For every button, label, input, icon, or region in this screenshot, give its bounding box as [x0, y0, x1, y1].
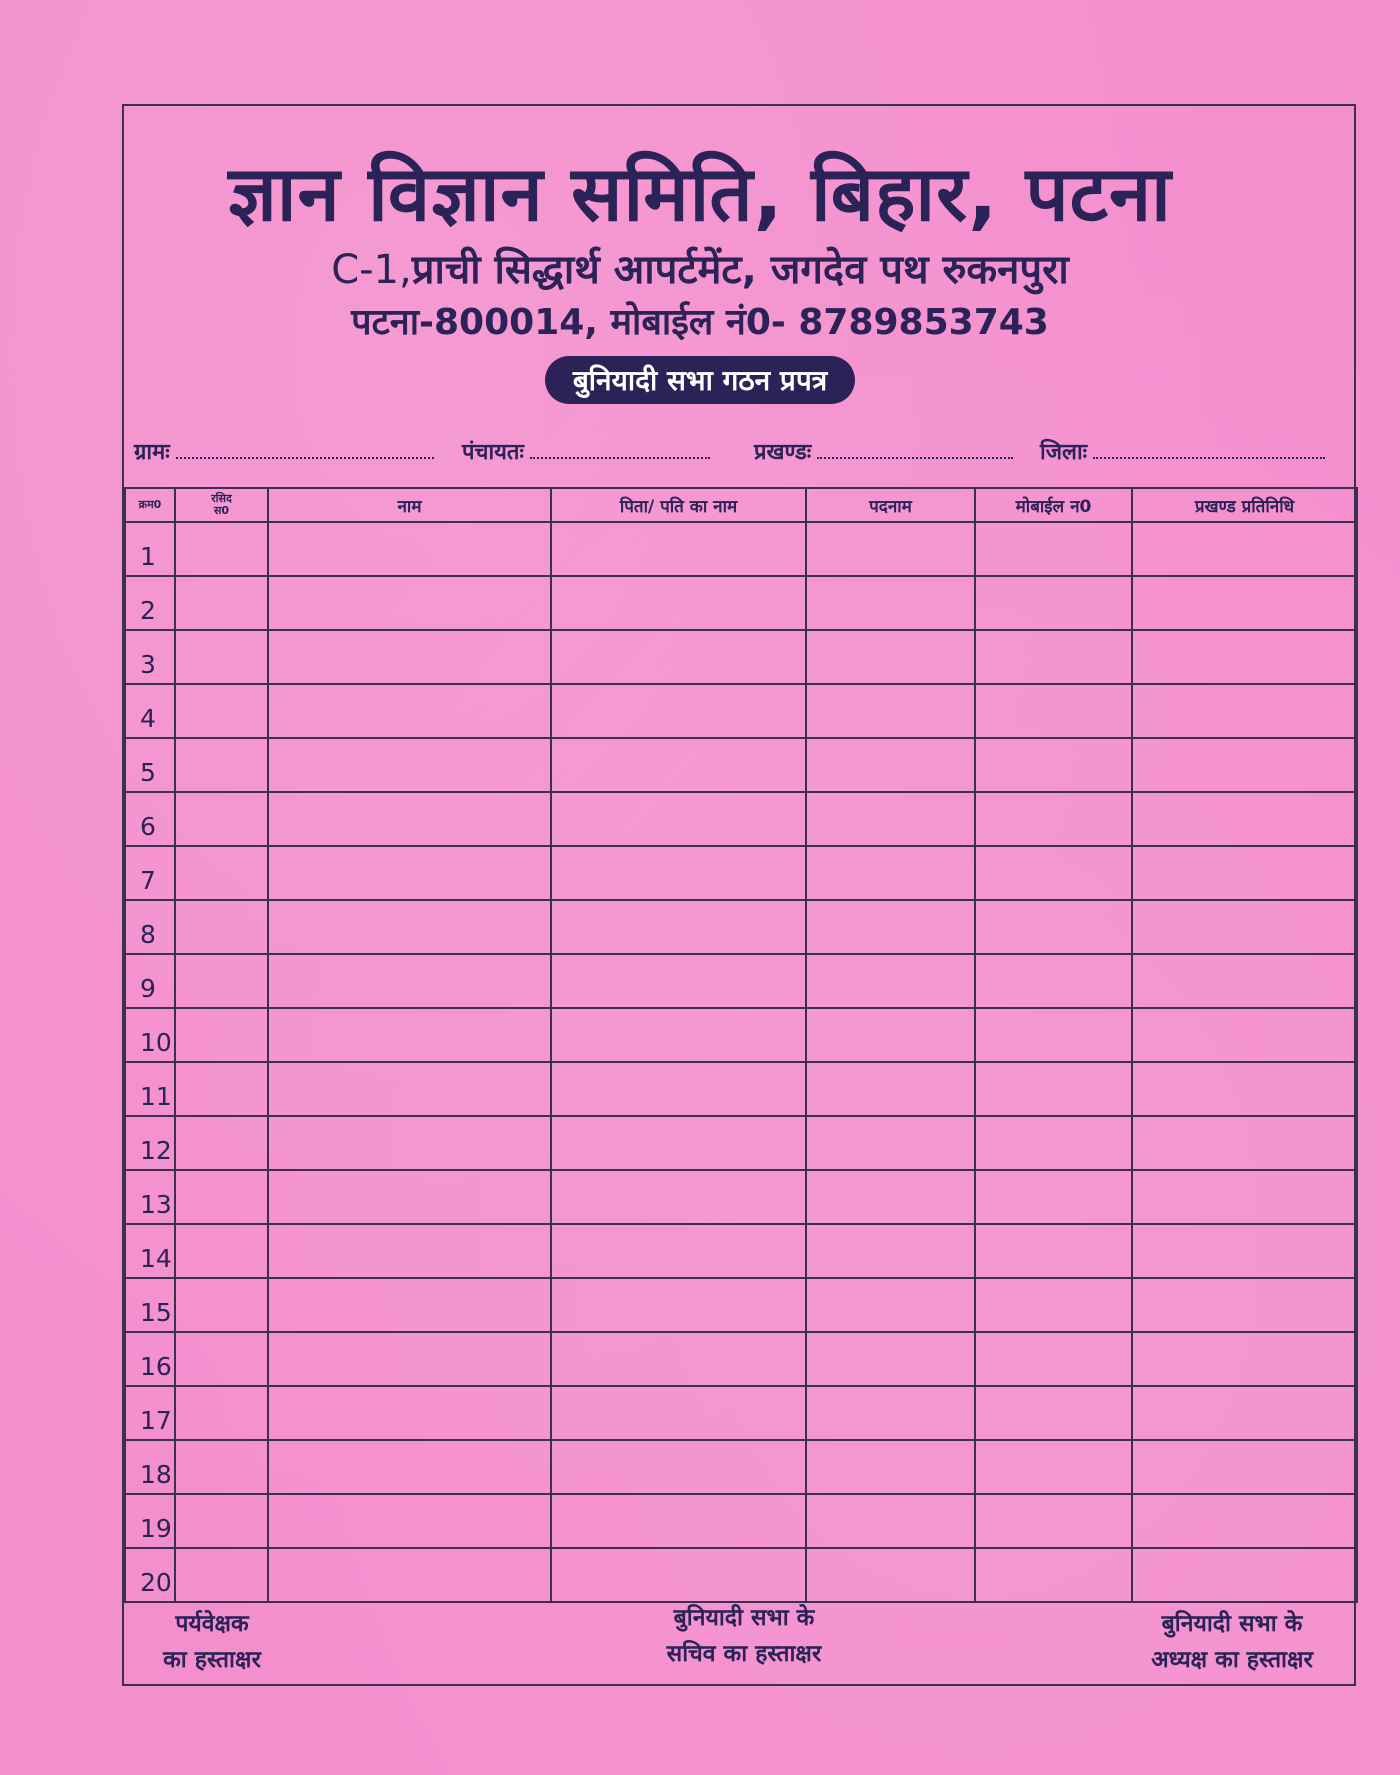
- row-number: 12: [125, 1116, 175, 1170]
- row-number: 8: [125, 900, 175, 954]
- cell-name[interactable]: [268, 684, 551, 738]
- secretary-signature-line2: सचिव का हस्ताक्षर: [666, 1641, 822, 1667]
- cell-block-rep[interactable]: [1132, 1386, 1357, 1440]
- cell-mobile[interactable]: [975, 576, 1132, 630]
- cell-block-rep[interactable]: [1132, 954, 1357, 1008]
- cell-mobile[interactable]: [975, 1386, 1132, 1440]
- cell-block-rep[interactable]: [1132, 1278, 1357, 1332]
- cell-block-rep[interactable]: [1132, 1440, 1357, 1494]
- cell-block-rep[interactable]: [1132, 846, 1357, 900]
- table-header-row: [125, 488, 1357, 522]
- cell-designation[interactable]: [806, 1008, 975, 1062]
- president-signature-line1: बुनियादी सभा के: [1161, 1611, 1303, 1637]
- cell-designation[interactable]: [806, 684, 975, 738]
- cell-name[interactable]: [268, 1332, 551, 1386]
- table-row: [125, 1548, 1357, 1602]
- cell-name[interactable]: [268, 846, 551, 900]
- cell-father[interactable]: [551, 630, 806, 684]
- cell-designation[interactable]: [806, 1332, 975, 1386]
- header-receipt-line2: स0: [213, 504, 230, 517]
- president-signature-line2: अध्यक्ष का हस्ताक्षर: [1151, 1647, 1313, 1673]
- cell-designation[interactable]: [806, 846, 975, 900]
- cell-mobile[interactable]: [975, 1494, 1132, 1548]
- header-mobile: मोबाईल न0: [975, 488, 1132, 522]
- cell-block-rep[interactable]: [1132, 1062, 1357, 1116]
- cell-designation[interactable]: [806, 522, 975, 576]
- table-row: [125, 576, 1357, 630]
- member-table: [124, 487, 1358, 1603]
- cell-father[interactable]: [551, 792, 806, 846]
- cell-father[interactable]: [551, 1062, 806, 1116]
- cell-name[interactable]: [268, 1008, 551, 1062]
- field-district-line[interactable]: [1093, 456, 1325, 459]
- cell-receipt[interactable]: [175, 1278, 268, 1332]
- row-number: 7: [125, 846, 175, 900]
- cell-father[interactable]: [551, 522, 806, 576]
- header-serial: क्रम0: [125, 488, 175, 522]
- cell-receipt[interactable]: [175, 1386, 268, 1440]
- cell-name[interactable]: [268, 1440, 551, 1494]
- cell-mobile[interactable]: [975, 1224, 1132, 1278]
- row-number: 6: [125, 792, 175, 846]
- header-name: नाम: [268, 488, 551, 522]
- cell-block-rep[interactable]: [1132, 900, 1357, 954]
- secretary-signature-line1: बुनियादी सभा के: [673, 1605, 815, 1631]
- header-designation: पदनाम: [806, 488, 975, 522]
- cell-receipt[interactable]: [175, 738, 268, 792]
- row-number: 2: [125, 576, 175, 630]
- cell-mobile[interactable]: [975, 684, 1132, 738]
- row-number: 20: [125, 1548, 175, 1602]
- cell-receipt[interactable]: [175, 1440, 268, 1494]
- table-row: [125, 1116, 1357, 1170]
- form-name-wrap: [0, 356, 1400, 404]
- cell-designation[interactable]: [806, 954, 975, 1008]
- row-number: 5: [125, 738, 175, 792]
- secretary-signature: [634, 1600, 854, 1672]
- field-village-label: ग्रामः: [134, 440, 170, 465]
- cell-father[interactable]: [551, 1278, 806, 1332]
- field-panchayat-label: पंचायतः: [462, 440, 524, 465]
- cell-mobile[interactable]: [975, 1548, 1132, 1602]
- cell-name[interactable]: [268, 1278, 551, 1332]
- cell-designation[interactable]: [806, 630, 975, 684]
- cell-receipt[interactable]: [175, 684, 268, 738]
- field-block[interactable]: [754, 436, 1013, 466]
- row-number: 11: [125, 1062, 175, 1116]
- row-number: 9: [125, 954, 175, 1008]
- cell-receipt[interactable]: [175, 900, 268, 954]
- table-body: [125, 522, 1357, 1602]
- address-rest: प्राची सिद्धार्थ आपर्टमेंट, जगदेव पथ रुकनपुरा: [411, 247, 1069, 293]
- cell-designation[interactable]: [806, 1224, 975, 1278]
- cell-designation[interactable]: [806, 576, 975, 630]
- cell-receipt[interactable]: [175, 1062, 268, 1116]
- row-number: 16: [125, 1332, 175, 1386]
- cell-mobile[interactable]: [975, 1332, 1132, 1386]
- cell-father[interactable]: [551, 684, 806, 738]
- cell-designation[interactable]: [806, 1278, 975, 1332]
- supervisor-signature: [142, 1606, 282, 1678]
- field-district-label: जिलाः: [1040, 440, 1088, 465]
- cell-block-rep[interactable]: [1132, 738, 1357, 792]
- cell-receipt[interactable]: [175, 1494, 268, 1548]
- cell-name[interactable]: [268, 900, 551, 954]
- cell-mobile[interactable]: [975, 954, 1132, 1008]
- cell-name[interactable]: [268, 1170, 551, 1224]
- header-receipt: [175, 488, 268, 522]
- table-row: [125, 1494, 1357, 1548]
- table-row: [125, 522, 1357, 576]
- cell-designation[interactable]: [806, 792, 975, 846]
- cell-father[interactable]: [551, 1116, 806, 1170]
- cell-father[interactable]: [551, 954, 806, 1008]
- row-number: 17: [125, 1386, 175, 1440]
- cell-designation[interactable]: [806, 1440, 975, 1494]
- location-fields: [134, 436, 1334, 472]
- cell-designation[interactable]: [806, 1116, 975, 1170]
- cell-designation[interactable]: [806, 738, 975, 792]
- table-row: [125, 738, 1357, 792]
- table-row: [125, 1170, 1357, 1224]
- cell-father[interactable]: [551, 900, 806, 954]
- table-row: [125, 1224, 1357, 1278]
- supervisor-signature-line2: का हस्ताक्षर: [163, 1647, 261, 1673]
- cell-mobile[interactable]: [975, 1116, 1132, 1170]
- table-row: [125, 1440, 1357, 1494]
- cell-name[interactable]: [268, 792, 551, 846]
- cell-receipt[interactable]: [175, 1008, 268, 1062]
- cell-mobile[interactable]: [975, 1170, 1132, 1224]
- cell-mobile[interactable]: [975, 1278, 1132, 1332]
- cell-mobile[interactable]: [975, 522, 1132, 576]
- cell-name[interactable]: [268, 522, 551, 576]
- cell-father[interactable]: [551, 1224, 806, 1278]
- cell-father[interactable]: [551, 1494, 806, 1548]
- cell-receipt[interactable]: [175, 1332, 268, 1386]
- cell-receipt[interactable]: [175, 954, 268, 1008]
- cell-designation[interactable]: [806, 1170, 975, 1224]
- field-block-label: प्रखण्डः: [754, 440, 812, 465]
- table-row: [125, 1062, 1357, 1116]
- cell-designation[interactable]: [806, 1548, 975, 1602]
- cell-father[interactable]: [551, 846, 806, 900]
- cell-receipt[interactable]: [175, 1170, 268, 1224]
- cell-receipt[interactable]: [175, 792, 268, 846]
- header-block-rep: प्रखण्ड प्रतिनिधि: [1132, 488, 1357, 522]
- cell-father[interactable]: [551, 1548, 806, 1602]
- field-village-line[interactable]: [176, 456, 434, 459]
- row-number: 1: [125, 522, 175, 576]
- cell-name[interactable]: [268, 1062, 551, 1116]
- cell-block-rep[interactable]: [1132, 1008, 1357, 1062]
- cell-receipt[interactable]: [175, 1548, 268, 1602]
- cell-receipt[interactable]: [175, 1224, 268, 1278]
- cell-name[interactable]: [268, 1386, 551, 1440]
- address-line-1: [0, 240, 1400, 295]
- cell-block-rep[interactable]: [1132, 1548, 1357, 1602]
- table-row: [125, 900, 1357, 954]
- cell-designation[interactable]: [806, 900, 975, 954]
- cell-father[interactable]: [551, 1440, 806, 1494]
- header-receipt-line1: रसिद: [211, 492, 232, 505]
- table-row: [125, 846, 1357, 900]
- cell-name[interactable]: [268, 576, 551, 630]
- cell-block-rep[interactable]: [1132, 630, 1357, 684]
- field-panchayat-line[interactable]: [530, 456, 710, 459]
- field-village[interactable]: [134, 436, 434, 466]
- field-district[interactable]: [1040, 436, 1325, 466]
- row-number: 4: [125, 684, 175, 738]
- cell-receipt[interactable]: [175, 1116, 268, 1170]
- cell-block-rep[interactable]: [1132, 1332, 1357, 1386]
- table-row: [125, 792, 1357, 846]
- cell-block-rep[interactable]: [1132, 1170, 1357, 1224]
- cell-father[interactable]: [551, 1386, 806, 1440]
- cell-receipt[interactable]: [175, 846, 268, 900]
- table-row: [125, 1386, 1357, 1440]
- cell-receipt[interactable]: [175, 576, 268, 630]
- cell-designation[interactable]: [806, 1386, 975, 1440]
- field-panchayat[interactable]: [462, 436, 710, 466]
- cell-name[interactable]: [268, 1116, 551, 1170]
- cell-mobile[interactable]: [975, 900, 1132, 954]
- cell-name[interactable]: [268, 1494, 551, 1548]
- cell-block-rep[interactable]: [1132, 1116, 1357, 1170]
- cell-father[interactable]: [551, 1008, 806, 1062]
- cell-father[interactable]: [551, 1332, 806, 1386]
- cell-name[interactable]: [268, 954, 551, 1008]
- row-number: 3: [125, 630, 175, 684]
- cell-block-rep[interactable]: [1132, 522, 1357, 576]
- row-number: 13: [125, 1170, 175, 1224]
- table-row: [125, 684, 1357, 738]
- cell-designation[interactable]: [806, 1494, 975, 1548]
- cell-block-rep[interactable]: [1132, 1224, 1357, 1278]
- cell-mobile[interactable]: [975, 792, 1132, 846]
- cell-mobile[interactable]: [975, 630, 1132, 684]
- cell-father[interactable]: [551, 738, 806, 792]
- cell-mobile[interactable]: [975, 1062, 1132, 1116]
- cell-father[interactable]: [551, 1170, 806, 1224]
- header-father-name: पिता/ पति का नाम: [551, 488, 806, 522]
- row-number: 14: [125, 1224, 175, 1278]
- address-code: C-1,: [331, 247, 412, 293]
- cell-block-rep[interactable]: [1132, 576, 1357, 630]
- row-number: 19: [125, 1494, 175, 1548]
- cell-designation[interactable]: [806, 1062, 975, 1116]
- cell-name[interactable]: [268, 1224, 551, 1278]
- table-row: [125, 954, 1357, 1008]
- cell-receipt[interactable]: [175, 522, 268, 576]
- cell-mobile[interactable]: [975, 1008, 1132, 1062]
- row-number: 18: [125, 1440, 175, 1494]
- table-row: [125, 1332, 1357, 1386]
- table-row: [125, 630, 1357, 684]
- cell-receipt[interactable]: [175, 630, 268, 684]
- table-row: [125, 1008, 1357, 1062]
- cell-father[interactable]: [551, 576, 806, 630]
- president-signature: [1124, 1606, 1340, 1678]
- row-number: 10: [125, 1008, 175, 1062]
- cell-name[interactable]: [268, 630, 551, 684]
- cell-block-rep[interactable]: [1132, 792, 1357, 846]
- cell-block-rep[interactable]: [1132, 1494, 1357, 1548]
- address-line-2: पटना-800014, मोबाईल नं0- 8789853743: [351, 302, 1049, 343]
- cell-mobile[interactable]: [975, 1440, 1132, 1494]
- cell-mobile[interactable]: [975, 738, 1132, 792]
- cell-block-rep[interactable]: [1132, 684, 1357, 738]
- field-block-line[interactable]: [817, 456, 1013, 459]
- table-row: [125, 1278, 1357, 1332]
- supervisor-signature-line1: पर्यवेक्षक: [175, 1611, 249, 1637]
- cell-name[interactable]: [268, 1548, 551, 1602]
- organization-title: ज्ञान विज्ञान समिति, बिहार, पटना: [228, 149, 1172, 238]
- cell-name[interactable]: [268, 738, 551, 792]
- row-number: 15: [125, 1278, 175, 1332]
- form-name-badge: बुनियादी सभा गठन प्रपत्र: [545, 356, 855, 404]
- cell-mobile[interactable]: [975, 846, 1132, 900]
